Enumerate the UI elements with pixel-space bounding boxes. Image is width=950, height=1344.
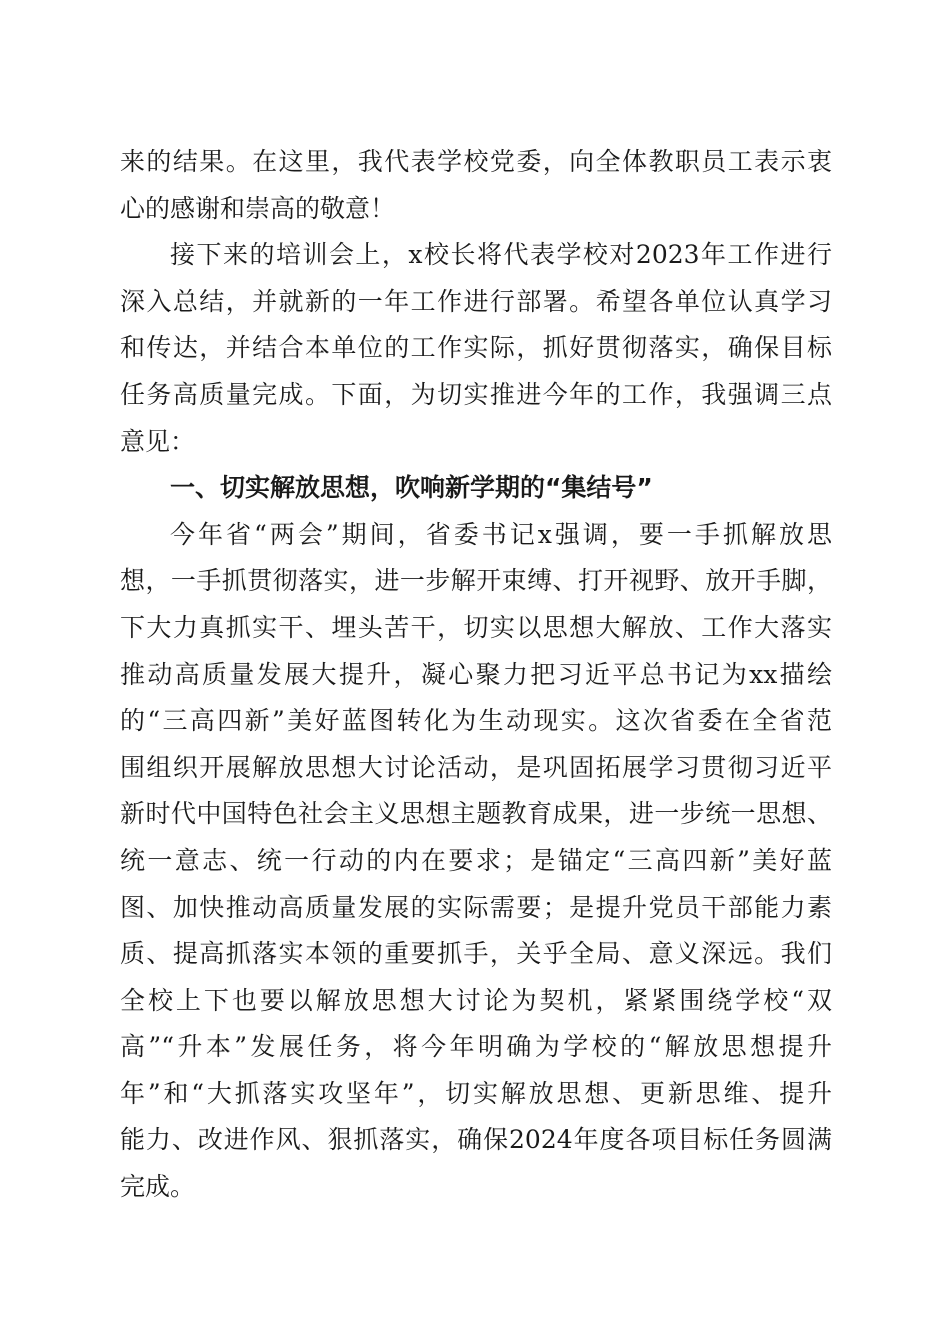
paragraph-line: 完成。 <box>120 1172 196 1202</box>
paragraph-line: 下大力真抓实干、埋头苦干，切实以思想大解放、工作大落实 <box>120 612 832 642</box>
document-page <box>120 139 832 1211</box>
paragraph-line: 围组织开展解放思想大讨论活动，是巩固拓展学习贯彻习近平 <box>120 752 832 782</box>
paragraph-line: 全校上下也要以解放思想大讨论为契机，紧紧围绕学校“双 <box>120 985 832 1015</box>
paragraph-line: 深入总结，并就新的一年工作进行部署。希望各单位认真学习 <box>120 286 832 316</box>
paragraph-line: 新时代中国特色社会主义思想主题教育成果，进一步统一思想、 <box>120 799 832 829</box>
paragraph-line: 的“三高四新”美好蓝图转化为生动现实。这次省委在全省范 <box>120 706 832 736</box>
paragraph-line: 统一意志、统一行动的内在要求；是锚定“三高四新”美好蓝 <box>120 845 832 875</box>
paragraph-line: 想，一手抓贯彻落实，进一步解开束缚、打开视野、放开手脚， <box>120 566 832 596</box>
paragraph-line: 年”和“大抓落实攻坚年”，切实解放思想、更新思维、提升 <box>120 1078 832 1108</box>
section-heading: 一、切实解放思想，吹响新学期的“集结号” <box>170 473 653 503</box>
paragraph-line: 高”“升本”发展任务，将今年明确为学校的“解放思想提升 <box>120 1032 832 1062</box>
paragraph-line: 推动高质量发展大提升，凝心聚力把习近平总书记为xx描绘 <box>120 659 832 689</box>
paragraph-line: 质、提高抓落实本领的重要抓手，关乎全局、意义深远。我们 <box>120 939 832 969</box>
paragraph-line: 意见： <box>120 426 196 456</box>
paragraph-line: 今年省“两会”期间，省委书记x强调，要一手抓解放思 <box>170 519 832 549</box>
paragraph-line: 接下来的培训会上，x校长将代表学校对2023年工作进行 <box>170 240 832 270</box>
paragraph-line: 来的结果。在这里，我代表学校党委，向全体教职员工表示衷 <box>120 147 832 176</box>
paragraph-line: 图、加快推动高质量发展的实际需要；是提升党员干部能力素 <box>120 892 832 922</box>
paragraph-line: 心的感谢和崇高的敬意！ <box>120 193 396 223</box>
paragraph-line: 任务高质量完成。下面，为切实推进今年的工作，我强调三点 <box>120 379 832 409</box>
paragraph-line: 能力、改进作风、狠抓落实，确保2024年度各项目标任务圆满 <box>120 1125 832 1155</box>
paragraph-line: 和传达，并结合本单位的工作实际，抓好贯彻落实，确保目标 <box>120 333 832 363</box>
